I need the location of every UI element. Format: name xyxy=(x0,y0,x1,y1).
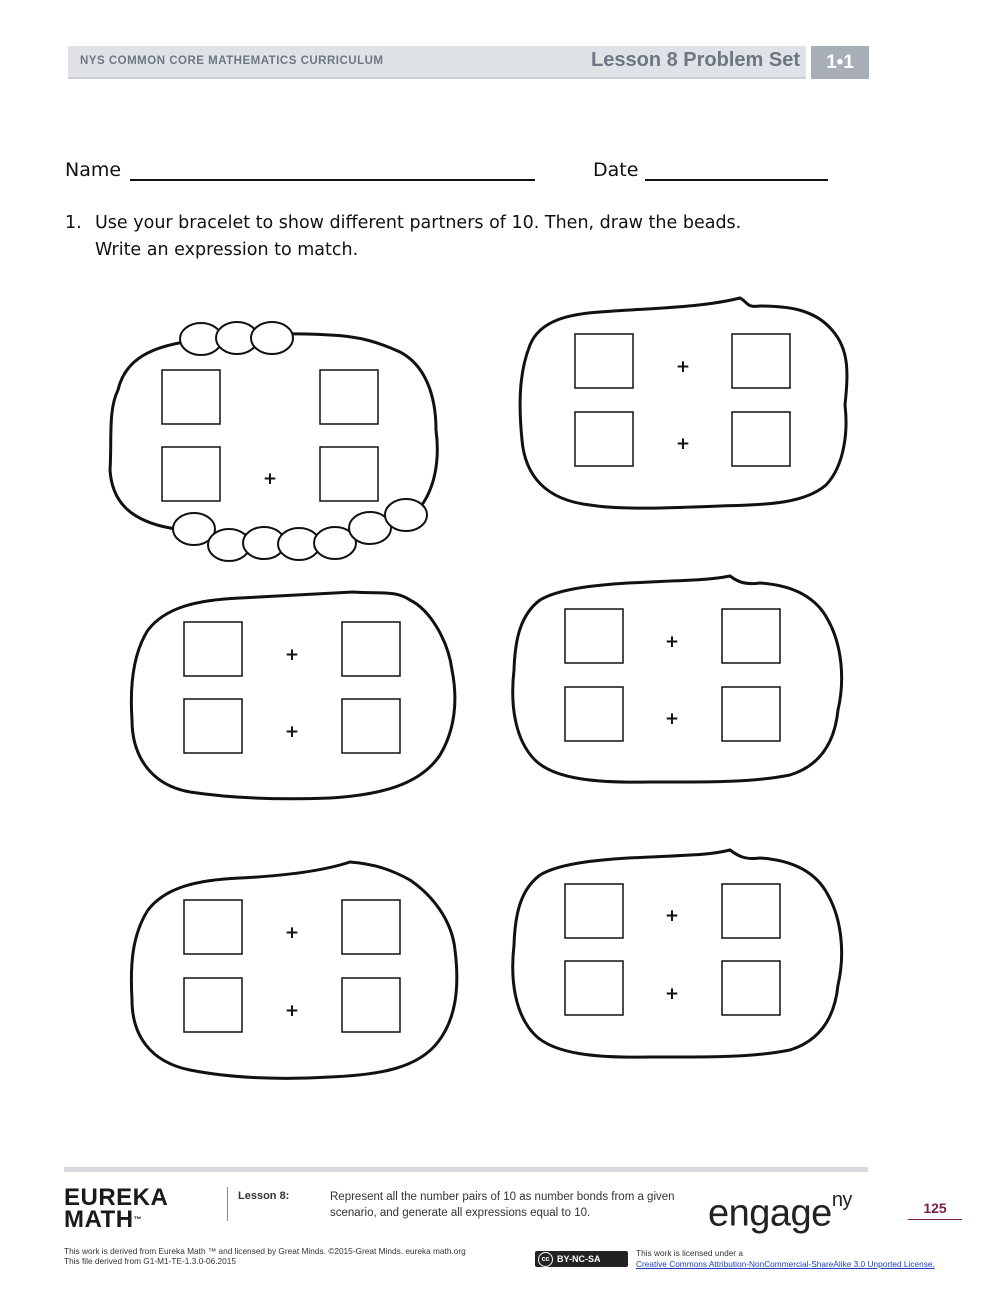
plus-sign: + xyxy=(675,434,691,454)
license-text: This work is licensed under a xyxy=(636,1248,743,1258)
bracelet-2-outline xyxy=(520,298,847,508)
license-link[interactable]: Creative Commons Attribution-NonCommercial-ShareAlike 3.0 Unported License. xyxy=(636,1259,935,1269)
question-line-2: Write an expression to match. xyxy=(95,240,359,260)
answer-box[interactable] xyxy=(342,900,400,954)
footer-lesson-label: Lesson 8: xyxy=(238,1190,290,1202)
lesson-title: Lesson 8 Problem Set xyxy=(591,49,800,71)
date-label: Date xyxy=(593,159,639,181)
plus-sign: + xyxy=(664,984,680,1004)
bead xyxy=(385,499,427,531)
curriculum-title: NYS COMMON CORE MATHEMATICS CURRICULUM xyxy=(80,55,384,67)
cc-icon: cc xyxy=(538,1252,553,1267)
engageny-logo: engage$^{ny}$ xyxy=(708,1189,852,1235)
answer-box[interactable] xyxy=(184,900,242,954)
answer-box[interactable] xyxy=(575,412,633,466)
name-label: Name xyxy=(65,159,122,181)
credit-line-1: This work is derived from Eureka Math ™ and licensed by Great Minds. ©2015-Great Minds. eureka math.org xyxy=(64,1246,466,1256)
answer-box[interactable] xyxy=(575,334,633,388)
answer-box[interactable] xyxy=(722,961,780,1015)
answer-box[interactable] xyxy=(184,978,242,1032)
answer-box[interactable] xyxy=(722,687,780,741)
plus-sign: + xyxy=(284,722,300,742)
plus-sign: + xyxy=(664,709,680,729)
answer-box[interactable] xyxy=(565,961,623,1015)
module-badge: 1•1 xyxy=(811,46,869,79)
plus-sign: + xyxy=(284,923,300,943)
footer-rule xyxy=(64,1167,868,1172)
bracelet-4-outline xyxy=(513,576,842,782)
answer-box[interactable] xyxy=(565,687,623,741)
cc-license-badge: cc BY-NC-SA xyxy=(535,1251,628,1267)
answer-box[interactable] xyxy=(565,609,623,663)
footer-lesson-description: Represent all the number pairs of 10 as number bonds from a given scenario, and generate all expressions equal to 10. xyxy=(330,1191,675,1219)
answer-box[interactable] xyxy=(732,412,790,466)
answer-box[interactable] xyxy=(722,884,780,938)
answer-box[interactable] xyxy=(732,334,790,388)
answer-box[interactable] xyxy=(320,447,378,501)
page-number: 125 xyxy=(908,1200,962,1220)
question-number: 1. xyxy=(65,213,82,233)
answer-box[interactable] xyxy=(565,884,623,938)
plus-sign: + xyxy=(284,645,300,665)
bead xyxy=(251,322,293,354)
answer-box[interactable] xyxy=(162,370,220,424)
answer-box[interactable] xyxy=(342,622,400,676)
plus-sign: + xyxy=(664,906,680,926)
answer-box[interactable] xyxy=(184,699,242,753)
eureka-math-logo: EUREKA MATH™ xyxy=(64,1184,169,1233)
answer-box[interactable] xyxy=(722,609,780,663)
bracelet-3-outline xyxy=(131,592,455,799)
answer-box[interactable] xyxy=(342,978,400,1032)
plus-sign: + xyxy=(284,1001,300,1021)
plus-sign: + xyxy=(262,469,278,489)
footer-divider xyxy=(227,1187,228,1221)
bracelet-5-outline xyxy=(131,862,456,1078)
plus-sign: + xyxy=(664,632,680,652)
bracelet-6-outline xyxy=(513,850,842,1057)
answer-box[interactable] xyxy=(342,699,400,753)
answer-box[interactable] xyxy=(162,447,220,501)
answer-box[interactable] xyxy=(184,622,242,676)
plus-sign: + xyxy=(675,357,691,377)
credit-line-2: This file derived from G1-M1-TE-1.3.0-06.2015 xyxy=(64,1256,236,1266)
answer-box[interactable] xyxy=(320,370,378,424)
question-line-1: Use your bracelet to show different partners of 10. Then, draw the beads. xyxy=(95,213,742,233)
